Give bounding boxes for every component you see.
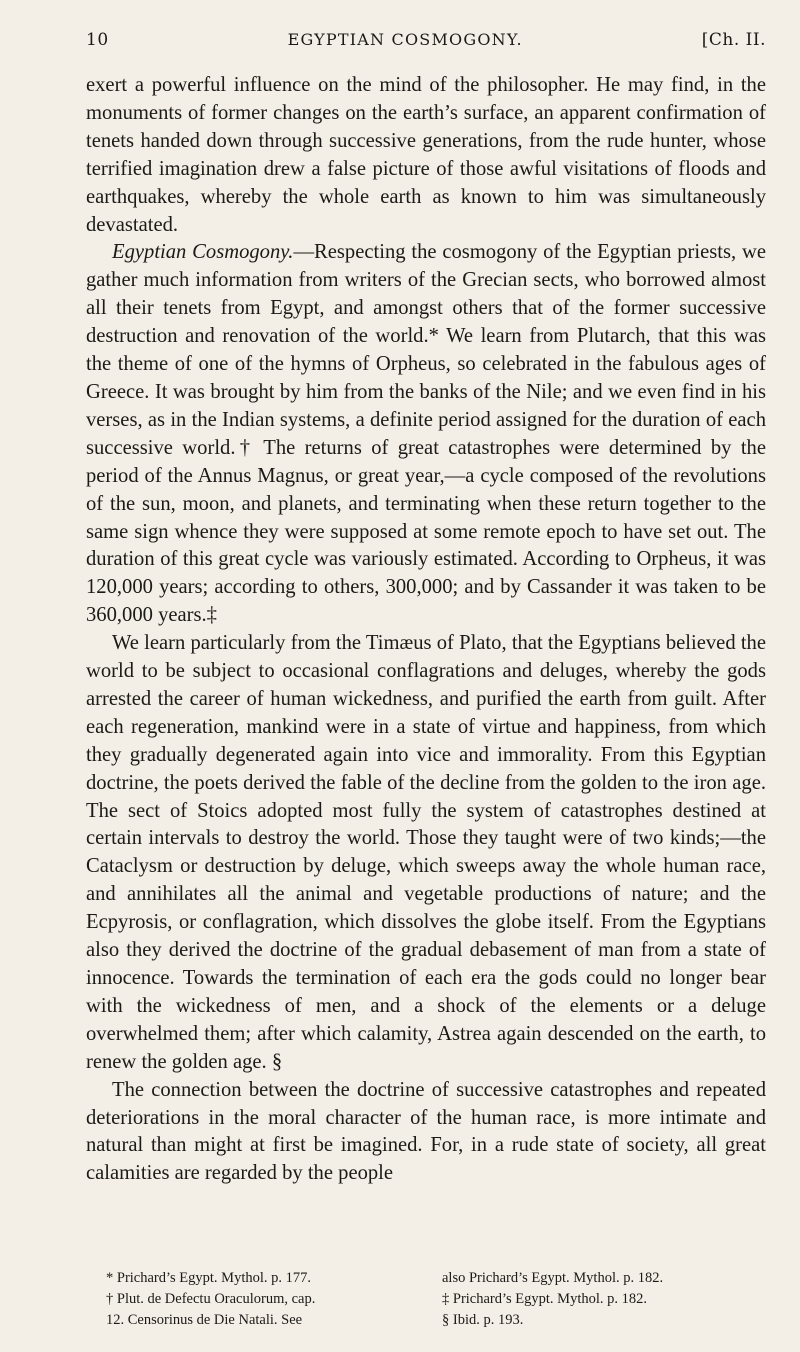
page-number: 10 [86,30,109,50]
footnote-right-3: § Ibid. p. 193. [442,1312,524,1328]
footnote-row [106,1289,766,1310]
footnote-row [106,1310,766,1331]
chapter-label: [Ch. II. [701,30,766,50]
footnote-right-1: also Prichard’s Egypt. Mythol. p. 182. [442,1270,664,1286]
footnote-right-2: ‡ Prichard’s Egypt. Mythol. p. 182. [442,1291,648,1307]
footnotes [106,1268,766,1331]
paragraph-2-text: —Respecting the cosmogony of the Egyptian priests, we gather much information from writers of the Grecian sects, who borrowed almost all their tenets from Egypt, and amongst others that of the former successive destruction and renovation of the world.* We learn from Plutarch, that this was the theme of one of the hymns of Orpheus, so celebrated in the fabulous ages of Greece. It was brought by him from the banks of the Nile; and we even find in his verses, as in the Indian systems, a definite period assigned for the duration of each successive world.† The returns of great catastrophes were determined by the period of the Annus Magnus, or great year,—a cycle composed of the revolutions of the sun, moon, and planets, and terminating when these return together to the same sign whence they were supposed at some remote epoch to have set out. The duration of this great cycle was variously estimated. According to Orpheus, it was 120,000 years; according to others, 300,000; and by Cassander it was taken to be 360,000 years.‡ [86,241,766,627]
paragraph-3: We learn particularly from the Timæus of Plato, that the Egyptians believed the world to be subject to occasional conflagrations and deluges, whereby the gods arrested the career of human wickedness, and purified the earth from guilt. After each regeneration, mankind were in a state of virtue and happiness, from which they gradually degenerated again into vice and immorality. From this Egyptian doctrine, the poets derived the fable of the decline from the golden to the iron age. The sect of Stoics adopted most fully the system of catastrophes destined at certain intervals to destroy the world. Those they taught were of two kinds;—the Cataclysm or destruction by deluge, which sweeps away the whole human race, and annihilates all the animal and vegetable productions of nature; and the Ecpyrosis, or conflagration, which dissolves the globe itself. From the Egyptians also they derived the doctrine of the gradual debasement of man from a state of innocence. Towards the termination of each era the gods could no longer bear with the wickedness of men, and a shock of the elements or a deluge overwhelmed them; after which calamity, Astrea again descended on the earth, to renew the golden age. § [86,632,766,1073]
paragraph-1: exert a powerful influence on the mind of the philosopher. He may find, in the monuments of former changes on the earth’s surface, an apparent confirmation of tenets handed down through successive generations, from the rude hunter, whose terrified imagination drew a false picture of those awful visitations of floods and earthquakes, whereby the whole earth as known to him was simultaneously devastated. [86,74,766,236]
section-heading: Egyptian Cosmogony. [112,241,294,264]
running-head [86,28,766,52]
body-text [86,72,766,1188]
footnote-left-1: * Prichard’s Egypt. Mythol. p. 177. [106,1270,312,1286]
book-page [86,28,766,1188]
paragraph-4: The connection between the doctrine of successive catastrophes and repeated deteriorations in the moral character of the human race, is more intimate and natural than might at first be imagined. For, in a rude state of society, all great calamities are regarded by the people [86,1078,766,1185]
footnote-left-2: † Plut. de Defectu Oraculorum, cap. [106,1291,316,1307]
running-title: EGYPTIAN COSMOGONY. [287,30,523,49]
footnote-row [106,1268,766,1289]
footnote-left-3: 12. Censorinus de Die Natali. See [106,1312,303,1328]
paragraph-2 [86,239,766,630]
